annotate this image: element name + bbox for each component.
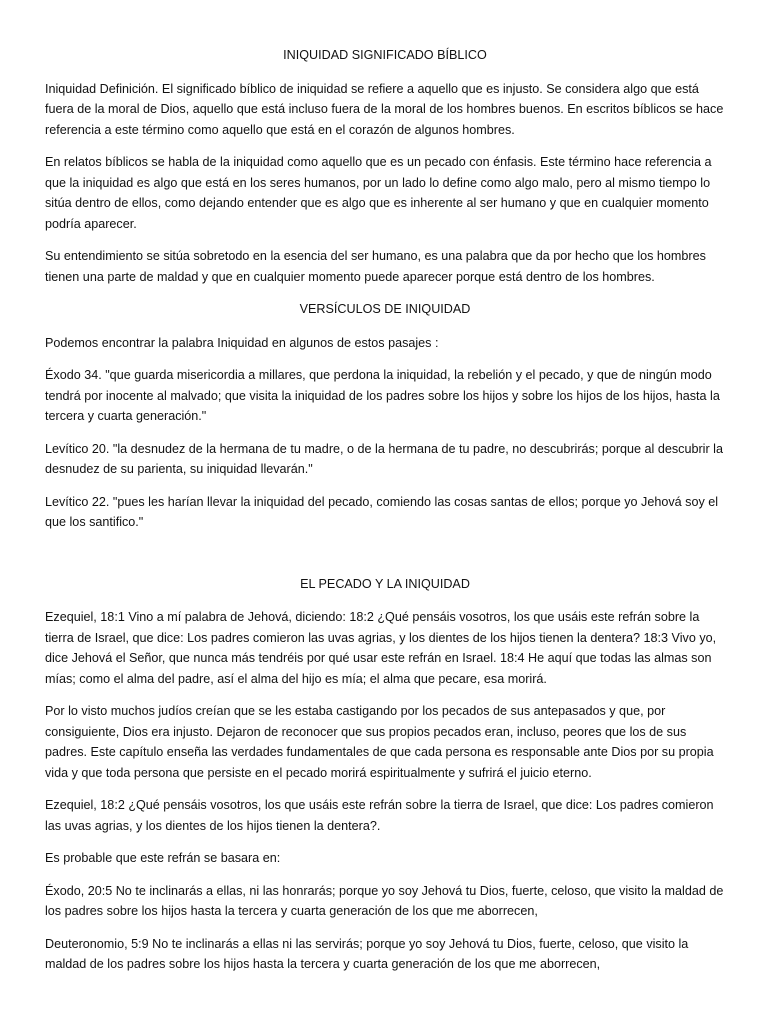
verse-levitico-22: Levítico 22. "pues les harían llevar la iniquidad del pecado, comiendo las cosas santas de ellos; porque yo Jehová soy el que los santifico." [45, 494, 719, 529]
section-spacer [45, 545, 725, 574]
intro-paragraph-biblical-accounts: En relatos bíblicos se habla de la iniquidad como aquello que es un pecado con énfasis. Este término hace referencia a que la iniquidad es algo que está en los seres humanos, por un lado lo define como algo malo, pero al mismo tiempo lo sitúa dentro de ellos, como dejando entender que es algo que es inherente al ser humano y que en cualquier momento podría aparecer. [45, 155, 712, 231]
verse-exodo-20-5: Éxodo, 20:5 No te inclinarás a ellas, ni las honrarás; porque yo soy Jehová tu Dios, fuerte, celoso, que visito la maldad de los padres sobre los hijos hasta la tercera y cuarta generación de los que me aborrecen, [45, 883, 724, 918]
refran-basis-paragraph: Es probable que este refrán se basara en: [45, 851, 281, 865]
section-title-sin: EL PECADO Y LA INIQUIDAD [300, 576, 470, 591]
verse-deuteronomio-5-9: Deuteronomio, 5:9 No te inclinarás a ellas ni las servirás; porque yo soy Jehová tu Dios, fuerte, celoso, que visito la maldad de los padres sobre los hijos hasta la tercera y cuarta generación de los que me aborrecen, [45, 936, 689, 971]
section-title-verses: VERSÍCULOS DE INIQUIDAD [299, 302, 471, 316]
commentary-paragraph: Por lo visto muchos judíos creían que se les estaba castigando por los pecados de sus antepasados y que, por consiguiente, Dios era injusto. Dejaron de reconocer que sus propios pecados eran, incluso, peores que los de sus padres. Este capítulo enseña las verdades fundamentales de que cada persona es responsable ante Dios por su propia vida y que toda persona que persiste en el pecado morirá espiritualmente y sufrirá el juicio eterno. [45, 704, 714, 780]
verse-ezequiel-18-2: Ezequiel, 18:2 ¿Qué pensáis vosotros, los que usáis este refrán sobre la tierra de Israel, que dice: Los padres comieron las uvas agrias, y los dientes de los hijos tienen la dentera?. [45, 798, 714, 833]
verse-exodo-34: Éxodo 34. "que guarda misericordia a millares, que perdona la iniquidad, la rebelión y el pecado, y que de ningún modo tendrá por inocente al malvado; que visita la iniquidad de los padres sobre los hijos y sobre los hijos de los hijos, hasta la tercera y cuarta generación." [45, 368, 720, 423]
verses-intro-paragraph: Podemos encontrar la palabra Iniquidad en algunos de estos pasajes : [45, 335, 439, 350]
verse-ezequiel-18-1: Ezequiel, 18:1 Vino a mí palabra de Jehová, diciendo: 18:2 ¿Qué pensáis vosotros, los que usáis este refrán sobre la tierra de Israel, que dice: Los padres comieron las uvas agrias, y los dientes de los hijos tienen la dentera? 18:3 Vivo yo, dice Jehová el Señor, que nunca más tendréis por qué usar este refrán en Israel. 18:4 He aquí que todas las almas son mías; como el alma del padre, así el alma del hijo es mía; el alma que pecare, esa morirá. [45, 610, 717, 686]
document-title: INIQUIDAD SIGNIFICADO BÍBLICO [283, 48, 487, 62]
verse-levitico-20: Levítico 20. "la desnudez de la hermana de tu madre, o de la hermana de tu padre, no descubrirás; porque al descubrir la desnudez de su parienta, su iniquidad llevarán." [45, 441, 723, 476]
intro-paragraph-definition: Iniquidad Definición. El significado bíblico de iniquidad se refiere a aquello que es injusto. Se considera algo que está fuera de la moral de Dios, aquello que está incluso fuera de la moral de los hombres buenos. En escritos bíblicos se hace referencia a este término como aquello que está en el corazón de algunos hombres. [45, 81, 724, 137]
intro-paragraph-understanding: Su entendimiento se sitúa sobretodo en la esencia del ser humano, es una palabra que da por hecho que los hombres tienen una parte de maldad y que en cualquier momento puede aparecer porque está dentro de los hombres. [45, 249, 706, 284]
